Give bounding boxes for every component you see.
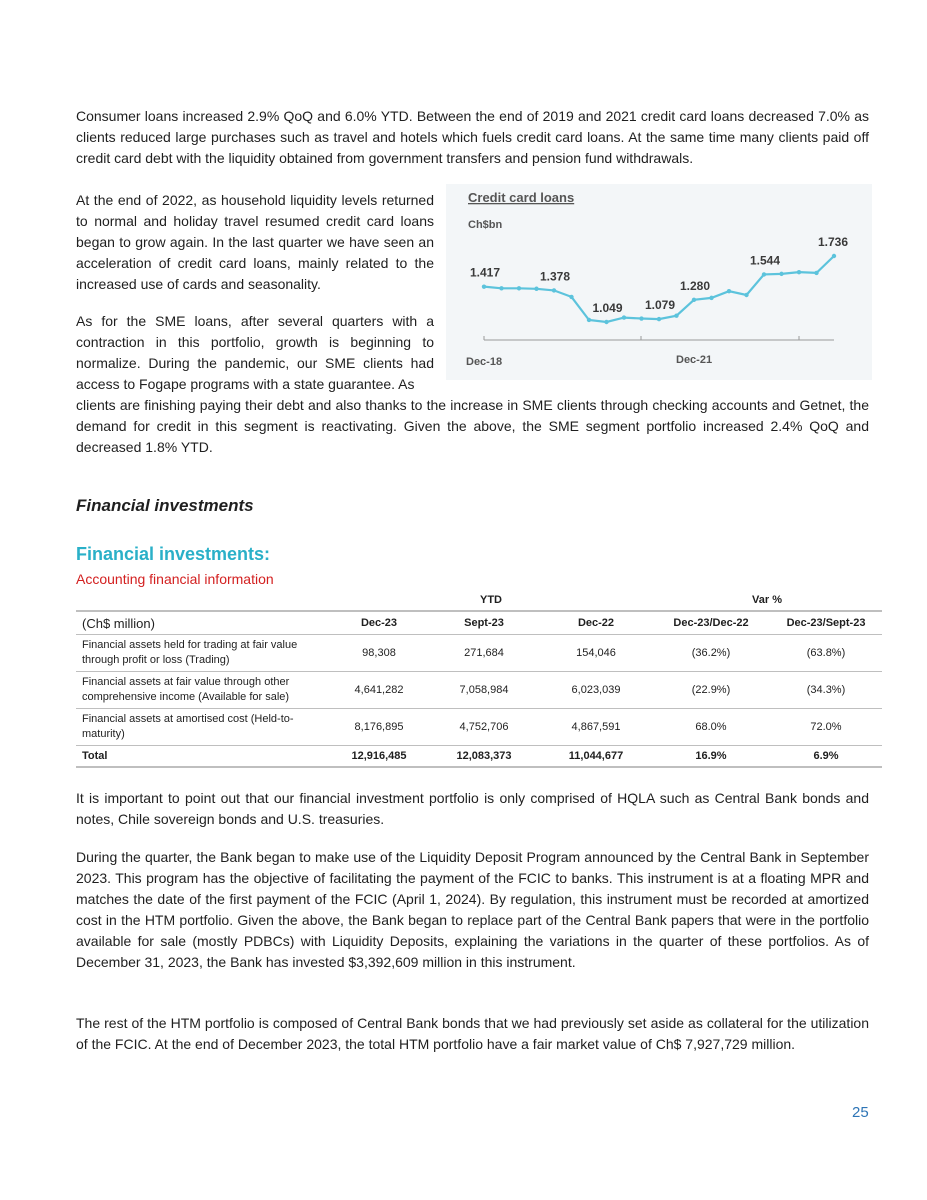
column-header: Dec-23 — [330, 611, 428, 635]
table-cell: (63.8%) — [770, 635, 882, 672]
data-point — [744, 293, 748, 297]
column-header: Dec-22 — [540, 611, 652, 635]
data-label: 1.079 — [645, 298, 676, 313]
table-cell: 72.0% — [770, 709, 882, 746]
table-cell: (36.2%) — [652, 635, 770, 672]
data-point — [534, 287, 538, 291]
data-point — [692, 298, 696, 302]
table-cell: 154,046 — [540, 635, 652, 672]
row-label: Financial assets at fair value through other comprehensive income (Available for sale) — [76, 672, 330, 709]
credit-card-loans-chart — [446, 184, 872, 380]
data-point — [517, 286, 521, 290]
sme-paragraph-start: As for the SME loans, after several quarters with a contraction in this portfolio, growth is beginning to normalize. During the pandemic, our SME clients had access to Fogape programs with a state guarantee. As — [76, 313, 434, 392]
data-point — [727, 289, 731, 293]
table-row — [76, 672, 882, 709]
total-label: Total — [76, 746, 330, 768]
data-point — [762, 272, 766, 276]
data-point — [797, 270, 801, 274]
data-point — [569, 295, 573, 299]
table-cell: 4,867,591 — [540, 709, 652, 746]
chart-svg — [446, 184, 872, 380]
table-cell: (34.3%) — [770, 672, 882, 709]
column-header: Dec-23/Dec-22 — [652, 611, 770, 635]
data-point — [587, 318, 591, 322]
table-row — [76, 635, 882, 672]
data-label: 1.280 — [680, 278, 711, 293]
total-cell: 6.9% — [770, 746, 882, 768]
table-group-header — [76, 590, 882, 611]
table-cell: 68.0% — [652, 709, 770, 746]
chart-x-tick-label: Dec-21 — [676, 354, 713, 366]
financial-investments-table — [76, 590, 882, 768]
data-point — [639, 316, 643, 320]
table-cell: 6,023,039 — [540, 672, 652, 709]
data-point — [622, 315, 626, 319]
group-header-blank — [76, 590, 330, 611]
credit-card-paragraph: At the end of 2022, as household liquidity levels returned to normal and holiday travel resumed credit card loans began to grow again. In the last quarter we have seen an acceleration of credit card loans, mainly related to the increased use of cards and seasonality. — [76, 192, 434, 292]
data-label: 1.417 — [470, 265, 501, 280]
table-cell: 4,752,706 — [428, 709, 540, 746]
total-cell: 12,916,485 — [330, 746, 428, 768]
table-cell: 98,308 — [330, 635, 428, 672]
section-heading: Financial investments — [76, 496, 254, 515]
data-point — [814, 271, 818, 275]
table-header-row — [76, 611, 882, 635]
data-point — [482, 284, 486, 288]
group-header-var: Var % — [752, 594, 782, 606]
table-cell: (22.9%) — [652, 672, 770, 709]
group-header-ytd: YTD — [480, 594, 502, 606]
table-total-row — [76, 746, 882, 768]
chart-plot-area — [470, 235, 848, 324]
data-point — [709, 296, 713, 300]
chart-x-tick-label: Dec-18 — [466, 356, 503, 368]
column-header: Dec-23/Sept-23 — [770, 611, 882, 635]
total-cell: 12,083,373 — [428, 746, 540, 768]
chart-title: Credit card loans — [468, 190, 575, 205]
table-subtitle: Accounting financial information — [76, 571, 274, 587]
liquidity-deposit-paragraph: During the quarter, the Bank began to make use of the Liquidity Deposit Program announced by the Central Bank in September 2023. This program has the objective of facilitating the payment of the FCIC to banks. This instrument is at a floating MPR and matches the date of the first payment of the FCIC (April 1, 2024). By regulation, this instrument must be recorded at amortized cost in the HTM portfolio. Given the above, the Bank began to replace part of the Central Bank papers that were in the portfolio available for sale (mostly PDBCs) with Liquidity Deposits, explaining the variations in the quarter of these portfolios. As of December 31, 2023, the Bank has invested $3,392,609 million in this instrument. — [76, 849, 869, 970]
total-cell: 11,044,677 — [540, 746, 652, 768]
data-label: 1.049 — [592, 301, 623, 315]
row-label: Financial assets at amortised cost (Held-to-maturity) — [76, 709, 330, 746]
data-point — [674, 313, 678, 317]
table-cell: 4,641,282 — [330, 672, 428, 709]
data-label: 1.378 — [540, 269, 571, 284]
data-point — [552, 288, 556, 292]
data-label: 1.544 — [750, 253, 781, 268]
table-title: Financial investments: — [76, 544, 271, 564]
data-point — [779, 272, 783, 276]
table-cell: 8,176,895 — [330, 709, 428, 746]
table-cell: 271,684 — [428, 635, 540, 672]
row-label: Financial assets held for trading at fair value through profit or loss (Trading) — [76, 635, 330, 672]
data-point — [657, 317, 661, 321]
data-point — [499, 286, 503, 290]
consumer-loans-paragraph: Consumer loans increased 2.9% QoQ and 6.0% YTD. Between the end of 2019 and 2021 credit card loans decreased 7.0% as clients reduced large purchases such as travel and hotels which fuels credit card loans. At the same time many clients paid off credit card debt with the liquidity obtained from government transfers and pension fund withdrawals. — [76, 108, 869, 166]
total-cell: 16.9% — [652, 746, 770, 768]
data-label: 1.736 — [818, 235, 849, 249]
htm-portfolio-paragraph: The rest of the HTM portfolio is composed of Central Bank bonds that we had previously set aside as collateral for the utilization of the FCIC. At the end of December 2023, the total HTM portfolio have a fair market value of Ch$ 7,927,729 million. — [76, 1015, 869, 1052]
data-point — [604, 320, 608, 324]
unit-header: (Ch$ million) — [76, 611, 330, 635]
sme-paragraph-continued: clients are finishing paying their debt and also thanks to the increase in SME clients through checking accounts and Getnet, the demand for credit in this segment is reactivating. Given the above, the SME segment portfolio increased 2.4% QoQ and decreased 1.8% YTD. — [76, 397, 869, 455]
hqla-paragraph: It is important to point out that our financial investment portfolio is only comprised of HQLA such as Central Bank bonds and notes, Chile sovereign bonds and U.S. treasuries. — [76, 790, 869, 827]
chart-y-label: Ch$bn — [468, 219, 503, 231]
page-number: 25 — [852, 1104, 869, 1121]
data-point — [832, 254, 836, 258]
table-row — [76, 709, 882, 746]
table-cell: 7,058,984 — [428, 672, 540, 709]
column-header: Sept-23 — [428, 611, 540, 635]
